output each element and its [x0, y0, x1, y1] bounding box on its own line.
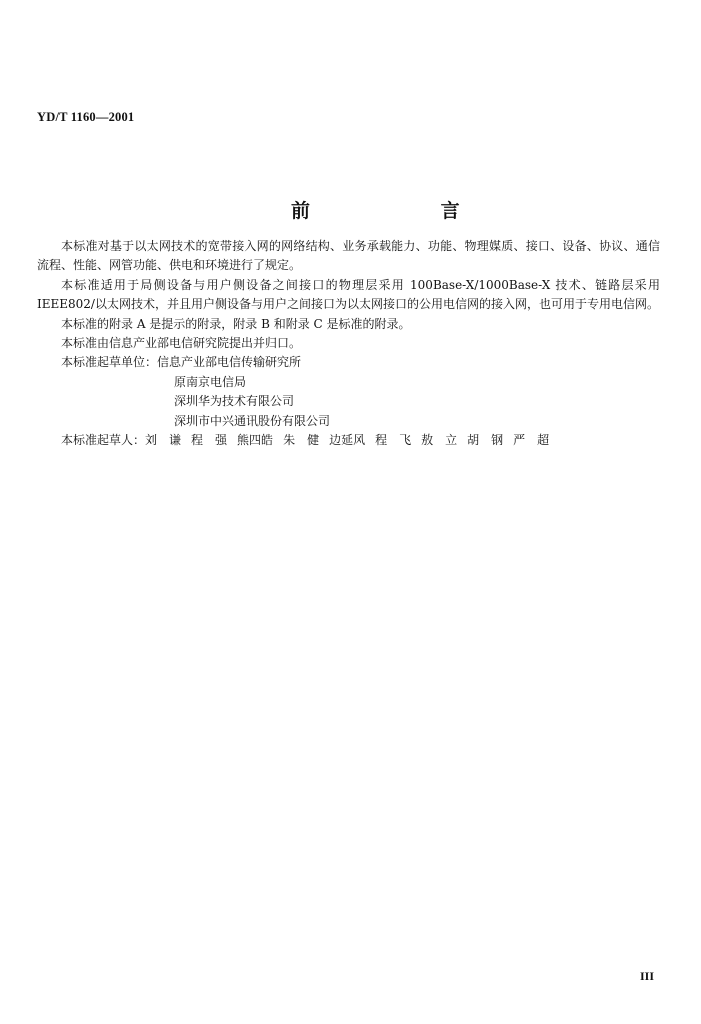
paragraph-scope-content: 本标准对基于以太网技术的宽带接入网的网络结构、业务承载能力、功能、物理媒质、接口、设备、协议、通信流程、性能、网管功能、供电和环境进行了规定。 [37, 239, 660, 273]
drafting-units-label: 本标准起草单位： [61, 355, 158, 370]
drafter-name: 胡 钢 [467, 433, 504, 448]
drafting-units [37, 353, 660, 431]
drafter-name: 朱 健 [283, 433, 320, 448]
drafters-label: 本标准起草人： [61, 433, 146, 448]
drafting-unit-org: 深圳市中兴通讯股份有限公司 [174, 413, 331, 428]
drafter-name: 程 强 [191, 433, 228, 448]
drafter-name: 刘 谦 [145, 433, 182, 448]
drafting-unit-org: 深圳华为技术有限公司 [174, 394, 295, 409]
page-title: 前 言 [291, 200, 522, 222]
standard-code: YD/T 1160—2001 [37, 110, 135, 124]
page-number: III [640, 969, 655, 983]
drafting-unit-org: 原南京电信局 [174, 374, 247, 389]
drafting-unit-org: 信息产业部电信传输研究所 [157, 355, 302, 370]
drafter-name: 敖 立 [421, 433, 458, 448]
drafter-name: 熊四皓 [237, 433, 274, 448]
drafter-name: 程 飞 [375, 433, 412, 448]
drafters-line [37, 431, 660, 450]
drafter-name: 严 超 [513, 433, 550, 448]
paragraph-proposer: 本标准由信息产业部电信研究院提出并归口。 [61, 336, 302, 351]
drafter-name: 边延风 [329, 433, 366, 448]
paragraph-appendices: 本标准的附录 A 是提示的附录，附录 B 和附录 C 是标准的附录。 [61, 316, 411, 331]
document-body [37, 237, 660, 450]
paragraph-applicability: 本标准适用于局侧设备与用户侧设备之间接口的物理层采用 100Base-X/1000Base-X 技术、链路层采用 IEEE802/以太网技术，并且用户侧设备与用户之间接口为以太网接口的公用电信网的接入网，也可用于专用电信网。 [37, 277, 660, 312]
